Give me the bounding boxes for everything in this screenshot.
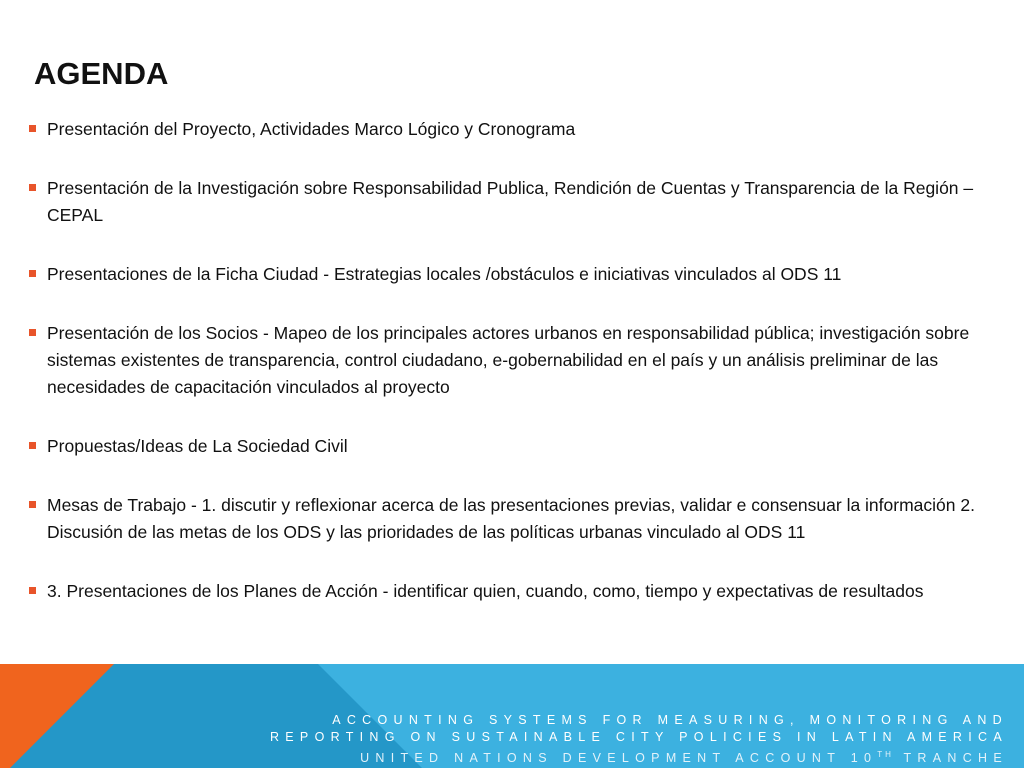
agenda-item-text: 3. Presentaciones de los Planes de Acción - identificar quien, cuando, como, tiempo y expectativas de resultados xyxy=(47,581,924,601)
footer-text xyxy=(270,712,1008,767)
agenda-item xyxy=(28,578,978,605)
agenda-item-text: Presentación de la Investigación sobre Responsabilidad Publica, Rendición de Cuentas y Transparencia de la Región – CEPAL xyxy=(47,178,974,225)
agenda-item xyxy=(28,492,978,546)
agenda-item xyxy=(28,320,978,401)
square-bullet-icon xyxy=(29,442,36,449)
agenda-item xyxy=(28,175,978,229)
square-bullet-icon xyxy=(29,184,36,191)
footer-line-1: ACCOUNTING SYSTEMS FOR MEASURING, MONITORING AND xyxy=(332,713,1008,727)
footer-line-3-sup: TH xyxy=(877,750,894,759)
agenda-item-text: Presentación de los Socios - Mapeo de los principales actores urbanos en responsabilidad pública; investigación sobre sistemas existentes de transparencia, control ciudadano, e-gobernabilidad en el país y un análisis preliminar de las necesidades de capacitación vinculados al proyecto xyxy=(47,323,970,397)
footer-banner xyxy=(0,664,1024,768)
square-bullet-icon xyxy=(29,329,36,336)
footer-line-3 xyxy=(270,746,1008,767)
agenda-item-text: Presentaciones de la Ficha Ciudad - Estrategias locales /obstáculos e iniciativas vinculados al ODS 11 xyxy=(47,264,842,284)
agenda-item xyxy=(28,433,978,460)
square-bullet-icon xyxy=(29,587,36,594)
footer-line-3-main: UNITED NATIONS DEVELOPMENT ACCOUNT 10 xyxy=(360,751,878,766)
agenda-item-text: Mesas de Trabajo - 1. discutir y reflexionar acerca de las presentaciones previas, validar e consensuar la información 2. Discusión de las metas de los ODS y las prioridades de las políticas urbanas vinculado al ODS 11 xyxy=(47,495,975,542)
footer-line-2: REPORTING ON SUSTAINABLE CITY POLICIES IN LATIN AMERICA xyxy=(269,730,1008,744)
agenda-item-text: Presentación del Proyecto, Actividades Marco Lógico y Cronograma xyxy=(47,119,576,139)
agenda-item xyxy=(28,261,978,288)
square-bullet-icon xyxy=(29,125,36,132)
slide-title: AGENDA xyxy=(34,56,169,91)
square-bullet-icon xyxy=(29,501,36,508)
agenda-item-text: Propuestas/Ideas de La Sociedad Civil xyxy=(47,436,348,456)
agenda-item xyxy=(28,116,978,143)
agenda-list xyxy=(28,116,978,637)
footer-line-3-end: TRANCHE xyxy=(893,751,1008,766)
square-bullet-icon xyxy=(29,270,36,277)
